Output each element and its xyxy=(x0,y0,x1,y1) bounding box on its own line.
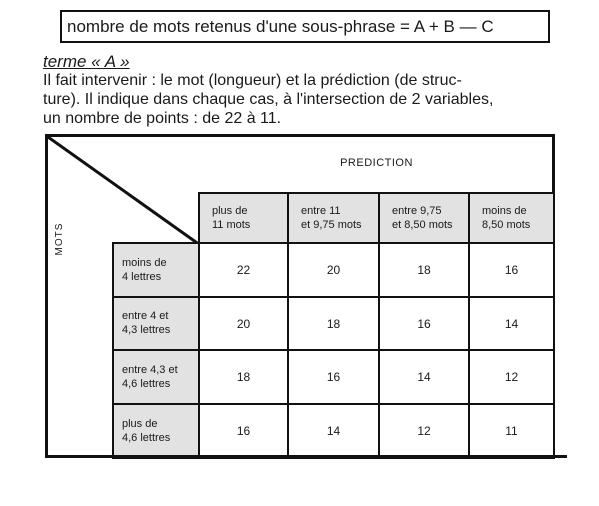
table-cell: 18 xyxy=(378,242,470,298)
table-cell: 14 xyxy=(287,403,380,459)
row-header-line: entre 4,3 et xyxy=(122,364,178,376)
table-cell: 11 xyxy=(468,403,555,459)
table-cell: 14 xyxy=(378,349,470,405)
column-group-label: PREDICTION xyxy=(340,157,413,169)
paragraph-line: un nombre de points : de 22 à 11. xyxy=(43,110,282,127)
column-header xyxy=(378,192,470,244)
row-header-line: 4 lettres xyxy=(122,271,162,283)
points-table xyxy=(45,134,555,458)
row-header-line: entre 4 et xyxy=(122,310,169,322)
column-header-line: entre 11 xyxy=(301,205,341,217)
paragraph-line: Il fait intervenir : le mot (longueur) et la prédiction (de struc- xyxy=(43,72,462,89)
column-header-line: et 9,75 mots xyxy=(301,219,362,231)
row-header xyxy=(112,403,200,459)
column-header xyxy=(198,192,289,244)
table-cell: 16 xyxy=(287,349,380,405)
table-cell: 20 xyxy=(287,242,380,298)
formula-box: nombre de mots retenus d'une sous-phrase = A + B — C xyxy=(60,10,550,43)
table-cell: 16 xyxy=(468,242,555,298)
table-cell: 20 xyxy=(198,296,289,351)
table-cell: 16 xyxy=(378,296,470,351)
column-header-line: 8,50 mots xyxy=(482,219,531,231)
table-cell: 18 xyxy=(287,296,380,351)
row-header-line: 4,3 lettres xyxy=(122,324,171,336)
table-cell: 14 xyxy=(468,296,555,351)
column-header-line: moins de xyxy=(482,205,527,217)
clipped-text-fragment xyxy=(70,0,220,3)
row-header-line: 4,6 lettres xyxy=(122,432,171,444)
column-header xyxy=(468,192,555,244)
table-cell: 22 xyxy=(198,242,289,298)
table-bottom-rule xyxy=(45,455,567,458)
paragraph-line: ture). Il indique dans chaque cas, à l'intersection de 2 variables, xyxy=(43,91,494,108)
column-header xyxy=(287,192,380,244)
column-header-line: plus de xyxy=(212,205,248,217)
row-header xyxy=(112,242,200,298)
row-group-label: MOTS xyxy=(54,222,65,256)
column-header-line: 11 mots xyxy=(212,219,251,231)
table-cell: 12 xyxy=(468,349,555,405)
table-cell: 12 xyxy=(378,403,470,459)
table-cell: 16 xyxy=(198,403,289,459)
table-cell: 18 xyxy=(198,349,289,405)
row-header xyxy=(112,349,200,405)
row-header xyxy=(112,296,200,351)
row-header-line: moins de xyxy=(122,257,167,269)
section-heading: terme « A » xyxy=(43,52,130,71)
column-header-line: entre 9,75 xyxy=(392,205,442,217)
section-paragraph xyxy=(43,71,558,128)
column-header-line: et 8,50 mots xyxy=(392,219,453,231)
table-corner-diagonal xyxy=(48,137,200,245)
row-header-line: plus de xyxy=(122,418,158,430)
row-header-line: 4,6 lettres xyxy=(122,378,171,390)
